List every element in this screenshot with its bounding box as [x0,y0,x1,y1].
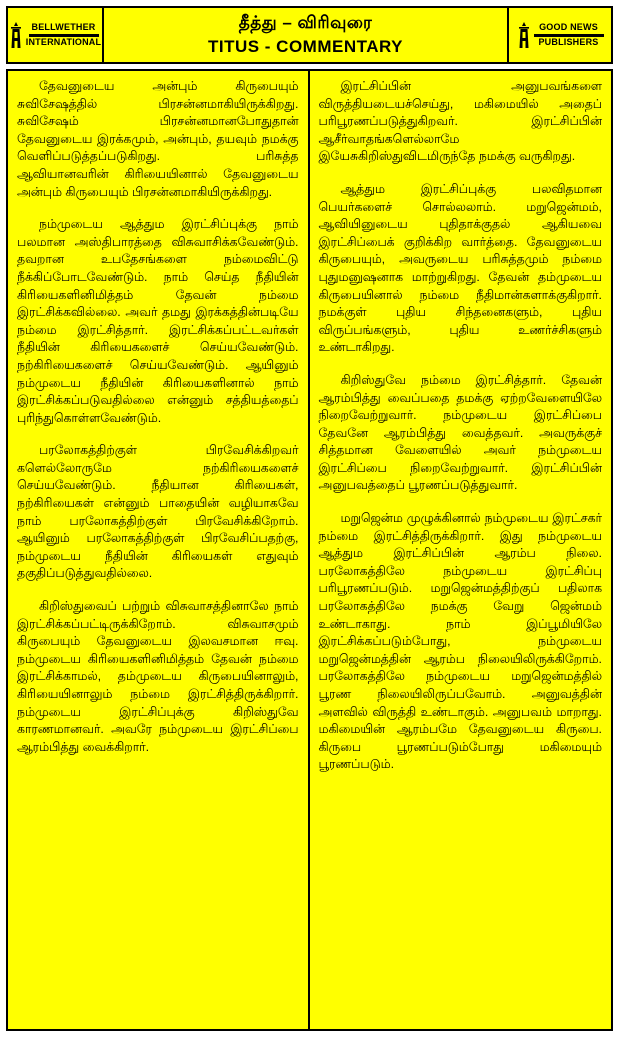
logo-row-right [511,22,609,48]
logo-line-2: INTERNATIONAL [25,36,102,47]
document-header [6,6,613,64]
bellwether-international-logo [8,8,104,62]
bell-tower-icon [517,22,531,48]
logo-text-block-left [26,23,101,47]
logo-text-block-right [534,23,604,47]
page-title-english: TITUS - COMMENTARY [207,37,404,56]
paragraph: பரலோகத்திற்குள் பிரவேசிக்கிறவர் களெல்லோருமே நற்கிரியைகளைச் செய்யவேண்டும். நீதியான கிரியைகள், நற்கிரியைகள் என்னும் பாதையின் வழியாகவே நாம் பரலோகத்திற்குள் பிரவேசிக்கிறோம். ஆயினும் பரலோகத்திற்குள் பிரவேசிப்பதற்கு, நம்முடைய நீதியின் கிரியைகள் எதுவும் தகுதிப்படுத்துவதில்லை. [17,443,299,581]
left-column [8,71,310,1029]
bell-tower-icon [9,22,23,48]
paragraph: ஆத்தும இரட்சிப்புக்கு பலவிதமான பெயர்களைச் சொல்லலாம். மறுஜென்மம், ஆவியினுடைய புதிதாக்குதல் ஆகியவை இரட்சிப்பைக் குறிக்கிற வார்த்தை. தேவனுடைய கிருபையும், அவருடைய பரிசுத்தமும் நம்மை புதுமனுஷனாக மாற்றுகிறது. தேவன் தம்முடைய கிருபையினால் நம்மை நீதிமான்களாக்குகிறார். நமக்குள் புதிய சிந்தனைகளும், புதிய விருப்பங்களும், புதிய உணர்ச்சிகளும் உண்டாகிறது. [318,181,602,355]
good-news-publishers-logo [507,8,611,62]
logo-line-1: BELLWETHER [31,22,96,33]
logo-line-2: PUBLISHERS [538,36,599,47]
page-title-tamil: தீத்து – விரிவுரை [238,13,373,32]
paragraph: கிறிஸ்துவைப் பற்றும் விசுவாசத்தினாலே நாம் இரட்சிக்கப்பட்டிருக்கிறோம். விசுவாசமும் கிருபையும் தேவனுடைய இலவசமான ஈவு. நம்முடைய கிரியைகளினிமித்தம் தேவன் நம்மை இரட்சிக்காமல், தம்முடைய கிருபையினாலும், கிரியையினாலும் நம்மை இரட்சித்திருக்கிறார். நம்முடைய இரட்சிப்புக்கு கிறிஸ்துவே காரணமானவர். அவரே நம்முடைய இரட்சிப்பை ஆரம்பித்து வைக்கிறார். [17,599,299,754]
document-title-block [104,8,507,62]
document-body [6,69,613,1031]
right-column [310,71,612,1029]
logo-row-left [10,22,100,48]
paragraph: கிறிஸ்துவே நம்மை இரட்சித்தார். தேவன் ஆரம்பித்து வைப்பதை தமக்கு ஏற்றவேளையிலே நிறைவேற்றுவார். நம்முடைய இரட்சிப்பை தேவனே ஆரம்பித்து வைத்தவர். அவருக்குச் சித்தமான வேளையில் அவர் நம்முடைய இரட்சிப்பை நிறைவேற்றுவார். இரட்சிப்பின் அனுபவத்தைப் பூரணப்படுத்துவார். [318,372,602,493]
paragraph: தேவனுடைய அன்பும் கிருபையும் சுவிசேஷத்தில் பிரசன்னமாகியிருக்கிறது. சுவிசேஷம் பிரசன்னமானபோதுதான் தேவனுடைய இரக்கமும், அன்பும், தயவும் நமக்கு வெளிப்படுத்தப்படுகிறது. பரிசுத்த ஆவியானவரின் கிரியையினால் தேவனுடைய அன்பும் கிருபையும் பிரசன்னமாகியிருக்கிறது. [17,79,299,199]
paragraph: நம்முடைய ஆத்தும இரட்சிப்புக்கு நாம் பலமான அஸ்திபாரத்தை விசுவாசிக்கவேண்டும். தவறான உபதேசங்களை நம்மைவிட்டு நீக்கிப்போடவேண்டும். நாம் செய்த நீதியின் கிரியைகளினிமித்தம் தேவன் நம்மை இரட்சிக்கவில்லை. அவர் தமது இரக்கத்தின்படியே நம்மை இரட்சித்தார். இரட்சிக்கப்பட்டவர்கள் நீதியின் கிரியைகளைச் செய்யவேண்டும். நற்கிரியைகளைச் செய்யவேண்டும். ஆயினும் நம்முடைய நீதியின் கிரியைகளினால் நாம் இரட்சிக்கப்படுவதில்லை என்னும் சத்தியத்தைப் புரிந்துகொள்ளவேண்டும். [17,217,299,425]
paragraph: மறுஜென்ம முழுக்கினால் நம்முடைய இரட்சகர் நம்மை இரட்சித்திருக்கிறார். இது நம்முடைய ஆத்தும இரட்சிப்பின் ஆரம்ப நிலை. பரலோகத்திலே நம்முடைய இரட்சிப்பு பரிபூரணப்படும். மறுஜென்மத்திற்குப் பதிலாக பரலோகத்திலே நமக்கு வேறு ஜென்மம் உண்டாகாது. நாம் இப்பூமியிலே இரட்சிக்கப்படும்போது, நம்முடைய மறுஜென்மத்தின் ஆரம்ப நிலையிலிருக்கிறோம். பரலோகத்திலே நம்முடைய மறுஜென்மத்தில் பூரண நிலையிலிருப்பவோம். அனுவத்தின் அளவில் விருத்தி உண்டாகும். அனுபவம் மாறாது. மகிமையின் ஆரம்பமே தேவனுடைய கிருபை. கிருபை பூரணப்படும்போது மகிமையும் பூரணப்படும். [318,511,602,772]
logo-line-1: GOOD NEWS [539,22,598,33]
paragraph: இரட்சிப்பின் அனுபவங்களை விருத்தியடையச்செய்து, மகிமையில் அதைப் பரிபூரணப்படுத்துகிறவர். இரட்சிப்பின் ஆசீர்வாதங்களெல்லாமே இயேசுகிறிஸ்துவிடமிருந்தே நமக்கு வருகிறது. [318,79,602,164]
